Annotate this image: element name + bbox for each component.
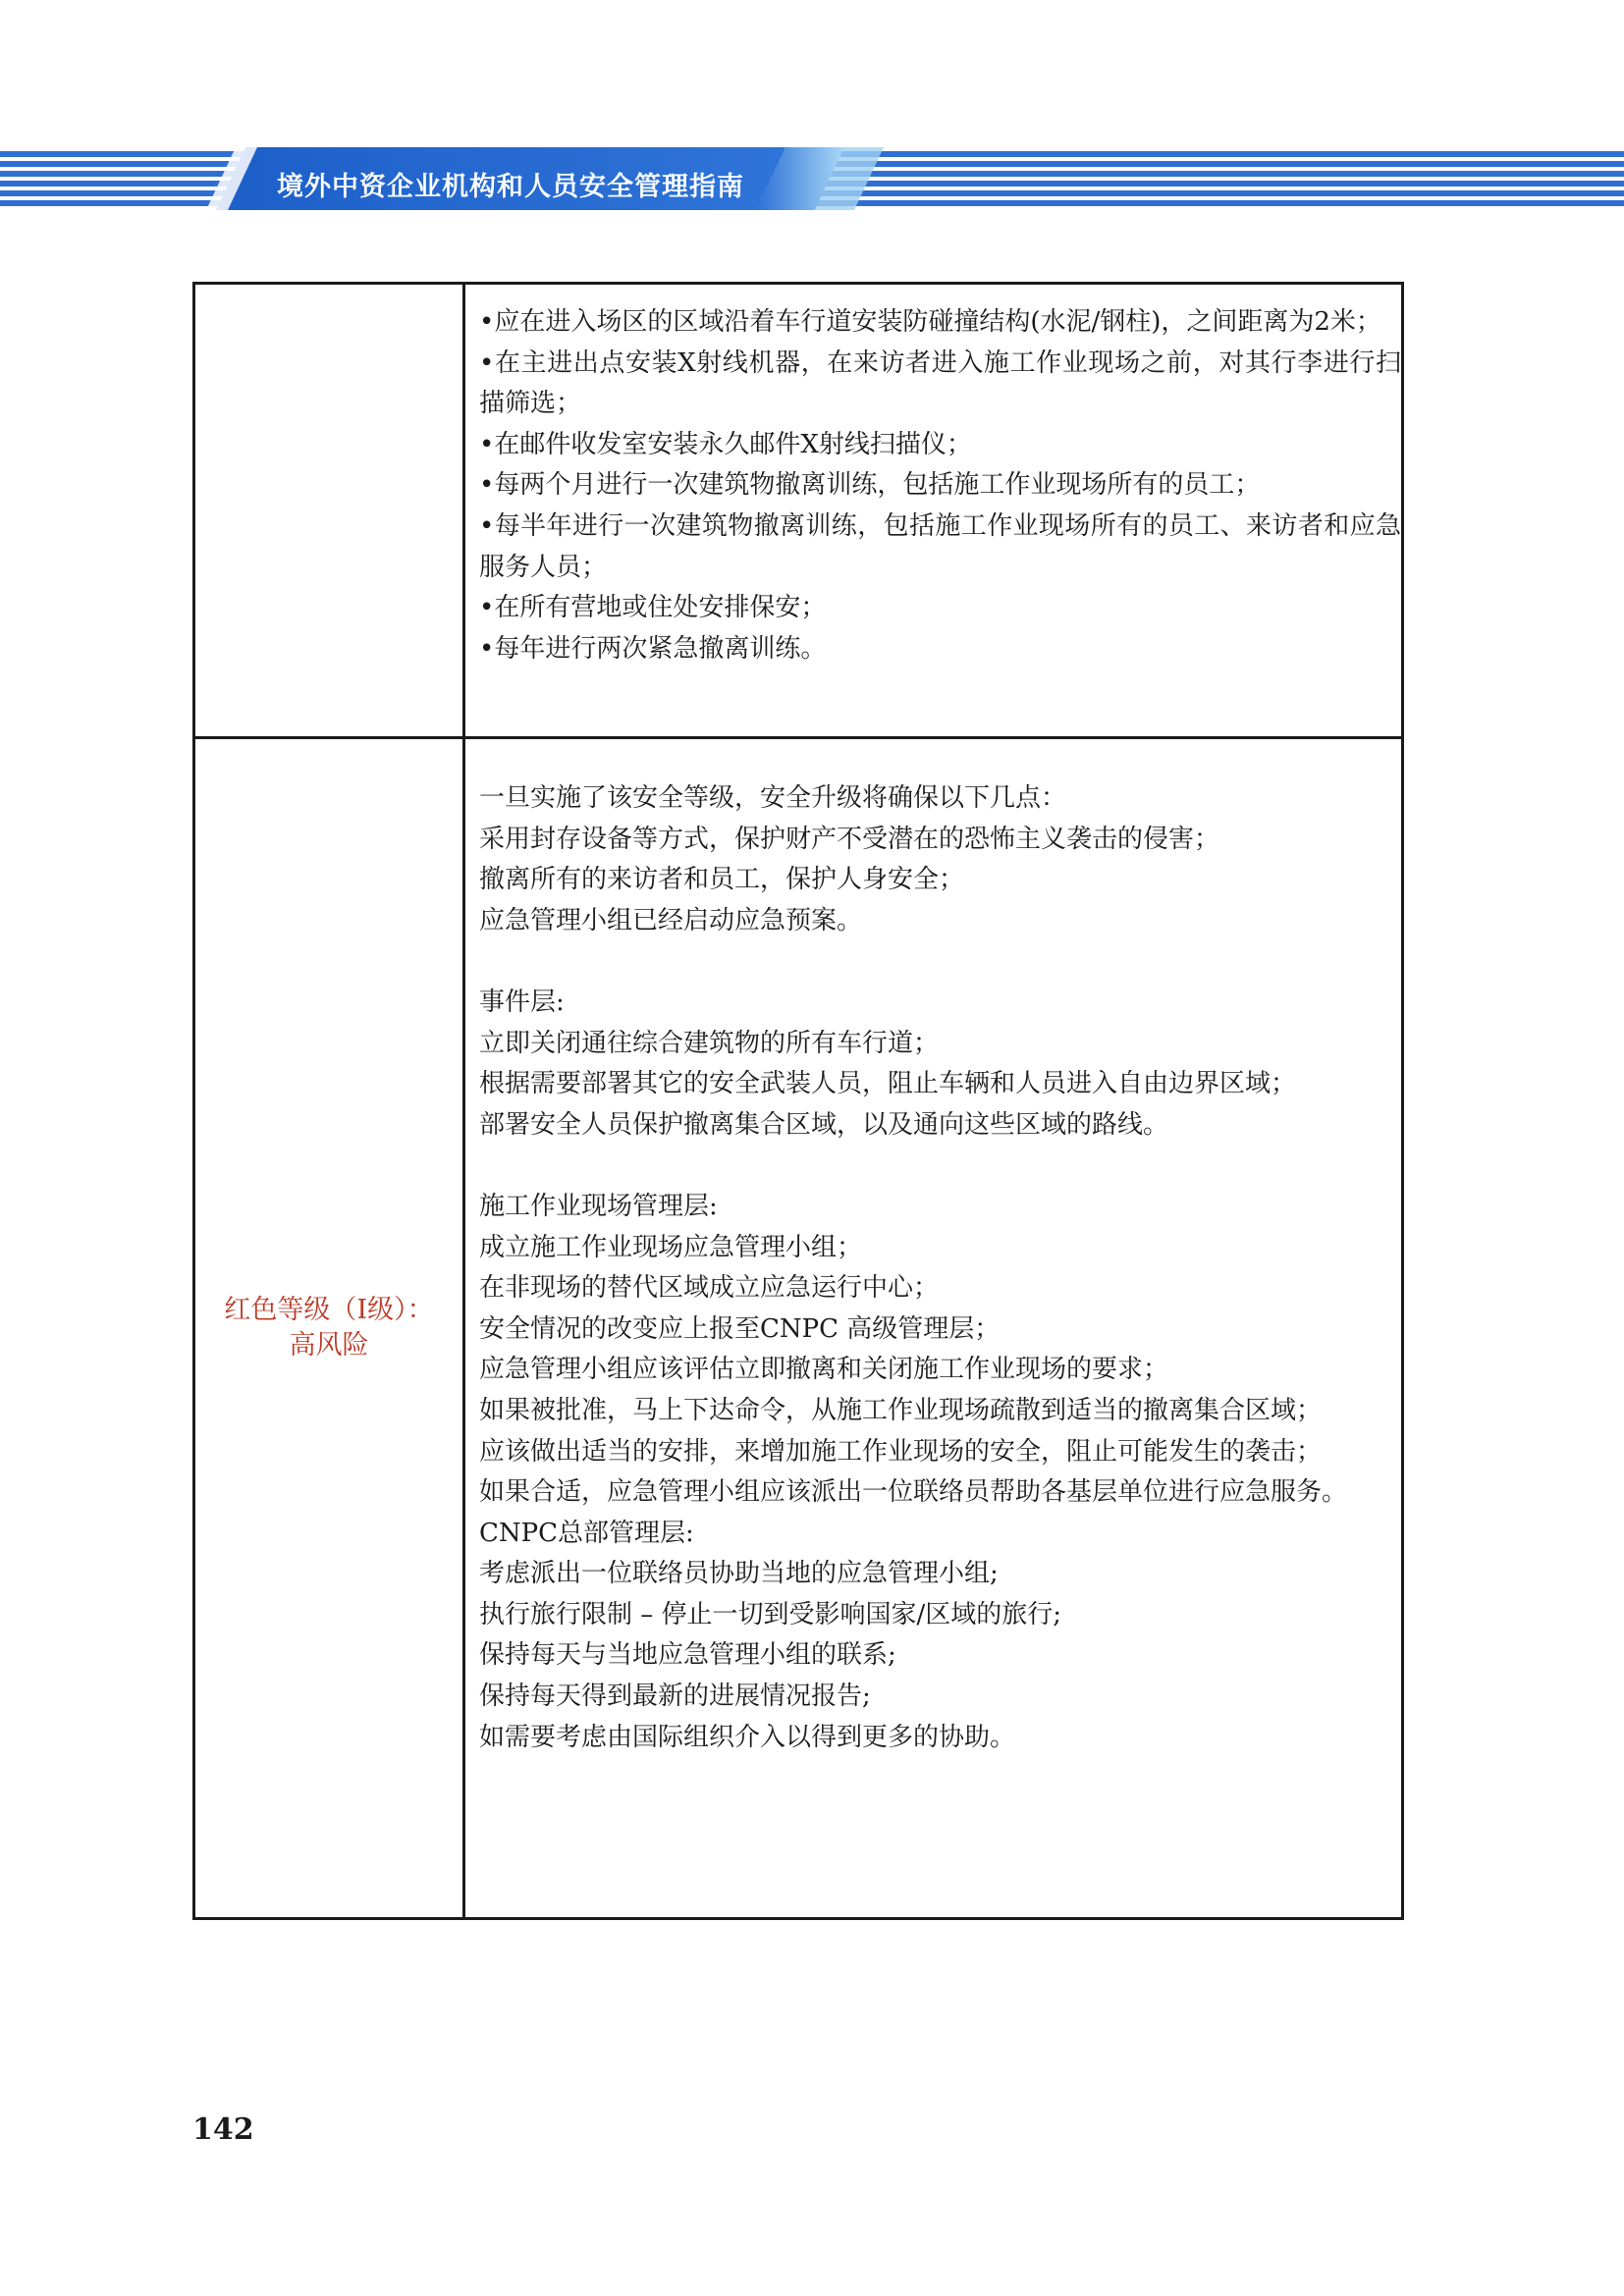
- measure-line: •在邮件收发室安装永久邮件X射线扫描仪；: [479, 429, 972, 459]
- measure-line: 如果合适，应急管理小组应该派出一位联络员帮助各基层单位进行应急服务。: [479, 1477, 1348, 1508]
- section-heading: 事件层:: [479, 987, 565, 1017]
- measure-line: •每年进行两次紧急撤离训练。: [479, 633, 827, 664]
- level-label-cell: [194, 738, 464, 1919]
- header-title: 境外中资企业机构和人员安全管理指南: [277, 172, 744, 202]
- security-level-table: [192, 282, 1404, 1920]
- measure-line: 撤离所有的来访者和员工，保护人身安全；: [479, 865, 965, 895]
- measure-line: 应该做出适当的安排，来增加施工作业现场的安全，阻止可能发生的袭击；: [479, 1436, 1323, 1467]
- measure-line: 成立施工作业现场应急管理小组；: [479, 1232, 863, 1262]
- measure-line: 一旦实施了该安全等级，安全升级将确保以下几点：: [479, 783, 1067, 813]
- measure-line: 安全情况的改变应上报至CNPC 高级管理层；: [479, 1313, 1001, 1344]
- page-number: 142: [192, 2112, 254, 2147]
- measure-line: 如果被批准，马上下达命令，从施工作业现场疏散到适当的撤离集合区域；: [479, 1395, 1323, 1425]
- paragraph-gap: [479, 941, 1401, 983]
- measures-cell: [464, 738, 1403, 1919]
- measure-line: 保持每天得到最新的进展情况报告;: [479, 1682, 871, 1712]
- measure-line: 采用封存设备等方式，保护财产不受潜在的恐怖主义袭击的侵害；: [479, 824, 1220, 854]
- measure-line: 应急管理小组已经启动应急预案。: [479, 905, 863, 935]
- measure-line: 立即关闭通往综合建筑物的所有车行道；: [479, 1028, 940, 1058]
- table-row: [194, 284, 1403, 738]
- level-label-red: 红色等级（Ⅰ级）：: [224, 1295, 434, 1325]
- measure-line: 保持每天与当地应急管理小组的联系;: [479, 1640, 896, 1671]
- measure-line: •在主进出点安装X射线机器，在来访者进入施工作业现场之前，对其行李进行扫描筛选；: [479, 347, 1401, 419]
- banner-stripes-graphic: [0, 147, 1624, 210]
- level-label-cell: [194, 284, 464, 738]
- section-heading: CNPC总部管理层:: [479, 1518, 694, 1548]
- measure-line: 部署安全人员保护撤离集合区域，以及通向这些区域的路线。: [479, 1109, 1169, 1140]
- measure-line: •应在进入场区的区域沿着车行道安装防碰撞结构(水泥/钢柱)，之间距离为2米；: [479, 307, 1381, 337]
- measure-line: 应急管理小组应该评估立即撤离和关闭施工作业现场的要求；: [479, 1355, 1169, 1385]
- header-banner: [0, 147, 1624, 210]
- measure-line: •每半年进行一次建筑物撤离训练，包括施工作业现场所有的员工、来访者和应急服务人员；: [479, 510, 1401, 582]
- measure-line: 如需要考虑由国际组织介入以得到更多的协助。: [479, 1722, 1016, 1752]
- measures-cell: [464, 284, 1403, 738]
- paragraph-gap: [479, 1146, 1401, 1187]
- measure-line: 根据需要部署其它的安全武装人员，阻止车辆和人员进入自由边界区域；: [479, 1069, 1297, 1099]
- measure-line: 在非现场的替代区域成立应急运行中心；: [479, 1273, 940, 1304]
- measure-line: •在所有营地或住处安排保安；: [479, 593, 827, 623]
- measure-line: •每两个月进行一次建筑物撤离训练，包括施工作业现场所有的员工；: [479, 470, 1261, 501]
- section-heading: 施工作业现场管理层:: [479, 1191, 718, 1221]
- measure-line: 考虑派出一位联络员协助当地的应急管理小组;: [479, 1559, 999, 1589]
- table-row: [194, 738, 1403, 1919]
- measure-line: 执行旅行限制 – 停止一切到受影响国家/区域的旅行;: [479, 1599, 1062, 1629]
- level-label-risk: 高风险: [289, 1330, 369, 1361]
